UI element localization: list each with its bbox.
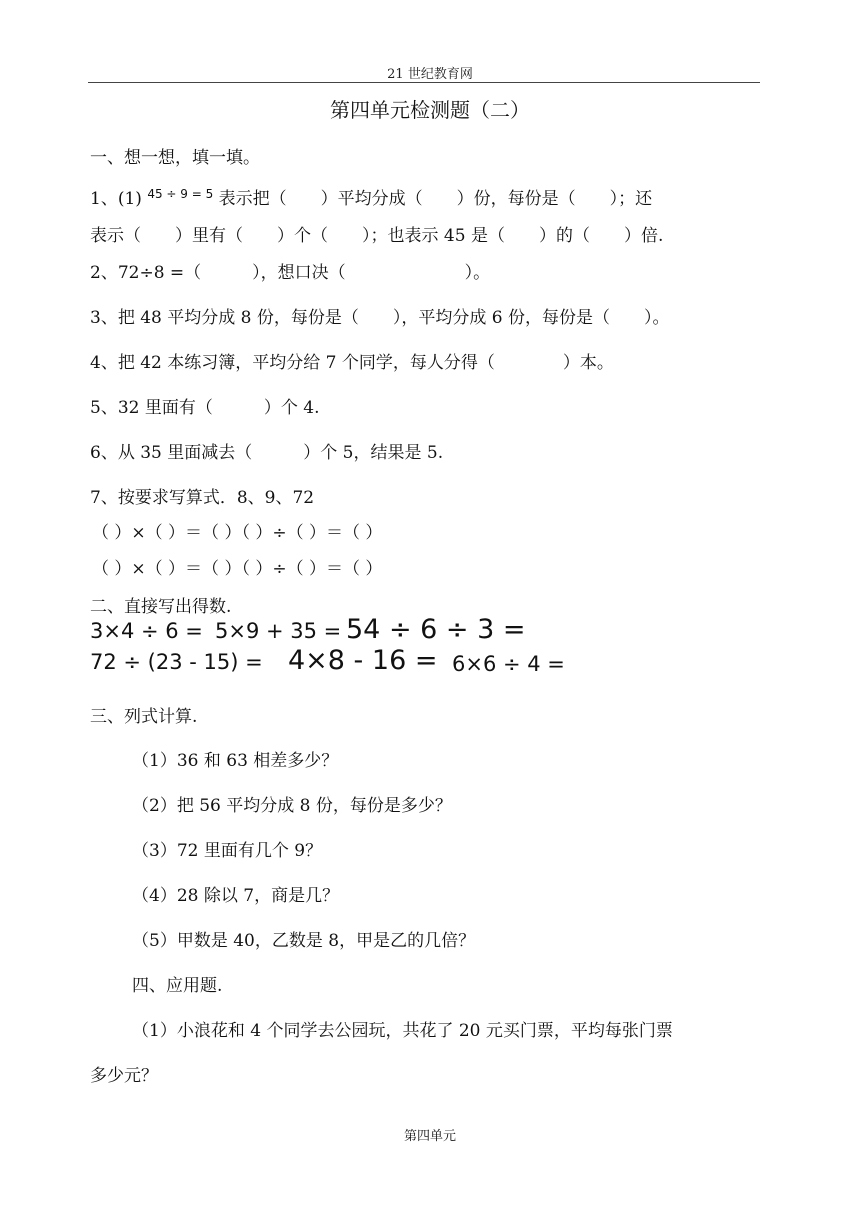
q1-equation: 45 ÷ 9 = 5 <box>147 187 214 201</box>
mental-6: 6×6 ÷ 4 = <box>452 652 565 676</box>
calc-item-1: （1）36 和 63 相差多少？ <box>132 751 339 771</box>
calc-item-3: （3）72 里面有几个 9？ <box>132 841 323 861</box>
q6: 6、从 35 里面减去（ ）个 5，结果是 5. <box>90 443 444 463</box>
q1-text1: 表示把（ ）平均分成（ ）份，每份是（ ）；还 <box>218 189 653 209</box>
mental-4: 72 ÷ (23 - 15) = <box>90 650 263 674</box>
section2-heading: 二、直接写出得数. <box>90 597 232 617</box>
mental-1: 3×4 ÷ 6 = <box>90 619 203 643</box>
q1-line2: 表示（ ）里有（ ）个（ ）；也表示 45 是（ ）的（ ）倍. <box>90 226 664 246</box>
section1-heading: 一、想一想，填一填。 <box>90 148 260 168</box>
calc-item-2: （2）把 56 平均分成 8 份，每份是多少？ <box>132 796 452 816</box>
calc-item-5: （5）甲数是 40，乙数是 8，甲是乙的几倍？ <box>132 931 476 951</box>
q3: 3、把 48 平均分成 8 份，每份是（ ），平均分成 6 份，每份是（ ）。 <box>90 308 670 328</box>
header-rule <box>88 82 760 83</box>
q4: 4、把 42 本练习簿，平均分给 7 个同学，每人分得（ ）本。 <box>90 353 614 373</box>
mental-5: 4×8 - 16 = <box>288 645 438 676</box>
mental-3: 54 ÷ 6 ÷ 3 = <box>346 614 526 645</box>
q2: 2、72÷8 =（ ），想口决（ ）。 <box>90 263 491 283</box>
q1-prefix: 1、(1) <box>90 189 142 209</box>
word-problem-1-line2: 多少元？ <box>90 1066 158 1086</box>
word-problem-1-line1: （1）小浪花和 4 个同学去公园玩，共花了 20 元买门票，平均每张门票 <box>132 1021 673 1041</box>
calc-item-4: （4）28 除以 7，商是几？ <box>132 886 340 906</box>
section3-heading: 三、列式计算. <box>90 707 198 727</box>
page-title: 第四单元检测题（二） <box>330 98 530 122</box>
mental-2: 5×9 + 35 = <box>215 619 342 643</box>
page-footer: 第四单元 <box>403 1129 456 1144</box>
q7-row1: （ ）×（ ）＝（ ）（ ）÷（ ）＝（ ） <box>92 523 383 543</box>
q7: 7、按要求写算式．8、9、72 <box>90 488 315 508</box>
section4-heading: 四、应用题. <box>132 976 223 996</box>
page-header: 21 世纪教育网 <box>387 67 473 82</box>
q5: 5、32 里面有（ ）个 4. <box>90 398 320 418</box>
q1-line1 <box>90 184 652 209</box>
q7-row2: （ ）×（ ）＝（ ）（ ）÷（ ）＝（ ） <box>92 559 383 579</box>
